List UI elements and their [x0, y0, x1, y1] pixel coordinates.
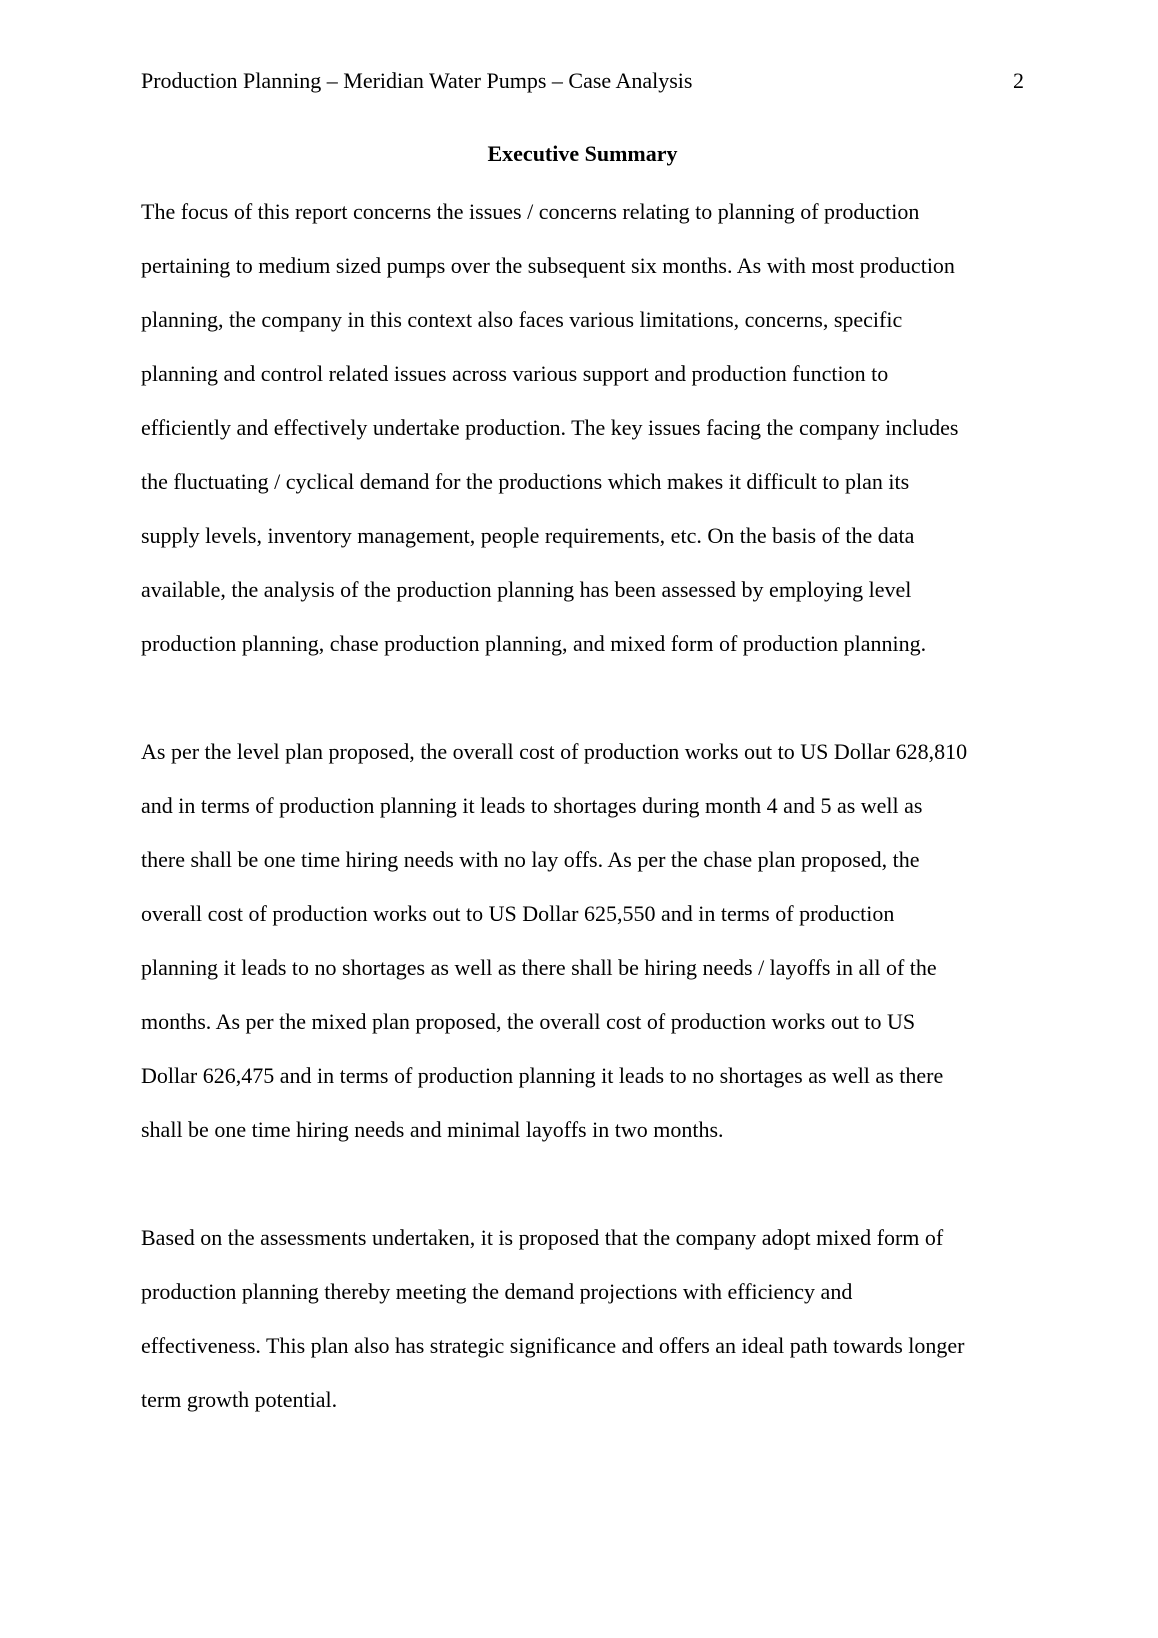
text-line: efficiently and effectively undertake production. The key issues facing the company includes [141, 415, 959, 440]
text-line: planning and control related issues across various support and production function to [141, 361, 889, 386]
page-number: 2 [1013, 68, 1024, 93]
paragraph-plans [141, 725, 1031, 1157]
text-line: The focus of this report concerns the issues / concerns relating to planning of production [141, 199, 920, 224]
text-line: effectiveness. This plan also has strategic significance and offers an ideal path towards longer [141, 1333, 965, 1358]
text-line: there shall be one time hiring needs with no lay offs. As per the chase plan proposed, the [141, 847, 920, 872]
text-line: the fluctuating / cyclical demand for the productions which makes it difficult to plan its [141, 469, 910, 494]
text-line: pertaining to medium sized pumps over the subsequent six months. As with most production [141, 253, 955, 278]
text-line: overall cost of production works out to US Dollar 625,550 and in terms of production [141, 901, 895, 926]
text-line: Dollar 626,475 and in terms of production planning it leads to no shortages as well as there [141, 1063, 944, 1088]
text-line: and in terms of production planning it leads to shortages during month 4 and 5 as well as [141, 793, 923, 818]
body-text [141, 185, 1031, 1427]
text-line: Based on the assessments undertaken, it is proposed that the company adopt mixed form of [141, 1225, 944, 1250]
text-line: planning it leads to no shortages as well as there shall be hiring needs / layoffs in all of the [141, 955, 937, 980]
running-header [141, 66, 1024, 96]
text-line: As per the level plan proposed, the overall cost of production works out to US Dollar 628,810 [141, 739, 968, 764]
text-line: available, the analysis of the production planning has been assessed by employing level [141, 577, 912, 602]
paragraph-recommendation [141, 1211, 1031, 1427]
text-line: shall be one time hiring needs and minimal layoffs in two months. [141, 1117, 724, 1142]
text-line: supply levels, inventory management, people requirements, etc. On the basis of the data [141, 523, 915, 548]
paragraph-intro [141, 185, 1031, 671]
text-line: production planning, chase production planning, and mixed form of production planning. [141, 631, 927, 656]
running-title: Production Planning – Meridian Water Pumps – Case Analysis [141, 68, 693, 93]
paragraph-spacer [141, 1157, 1031, 1211]
text-line: planning, the company in this context also faces various limitations, concerns, specific [141, 307, 903, 332]
text-line: production planning thereby meeting the demand projections with efficiency and [141, 1279, 853, 1304]
text-line: months. As per the mixed plan proposed, the overall cost of production works out to US [141, 1009, 916, 1034]
paragraph-spacer [141, 671, 1031, 725]
text-line: term growth potential. [141, 1387, 338, 1412]
section-heading: Executive Summary [487, 141, 678, 166]
